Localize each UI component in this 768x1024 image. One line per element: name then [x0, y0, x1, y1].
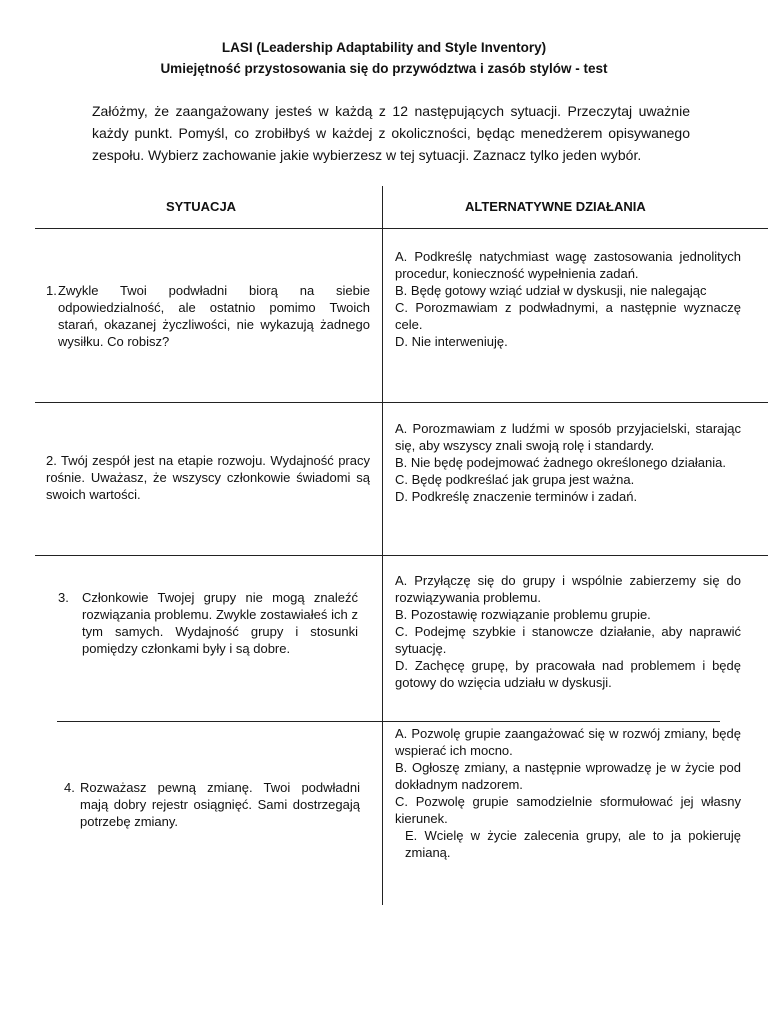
situation-number: 1. [46, 283, 57, 298]
situation-4 [64, 779, 360, 830]
option-d: D. Podkreślę znaczenie terminów i zadań. [395, 489, 638, 504]
situation-number: 2. [46, 453, 57, 468]
option-d: D. Zachęcę grupę, by pracowała nad problemem i będę gotowy do wzięcia udziału w dyskusji. [395, 658, 741, 690]
option-c: C. Porozmawiam z podwładnymi, a następnie wyznaczę cele. [395, 300, 741, 332]
situation-1 [46, 282, 370, 350]
options-3 [395, 572, 741, 691]
situation-text: Twój zespół jest na etapie rozwoju. Wydajność pracy rośnie. Uważasz, że wszyscy członkowie świadomi są swoich wartości. [46, 453, 370, 502]
option-b: B. Nie będę podejmować żadnego określonego działania. [395, 455, 726, 470]
option-c: C. Będę podkreślać jak grupa jest ważna. [395, 472, 635, 487]
option-a: A. Podkreślę natychmiast wagę zastosowania jednolitych procedur, konieczność wypełnienia zadań. [395, 249, 741, 281]
option-a: A. Pozwolę grupie zaangażować się w rozwój zmiany, będę wspierać ich mocno. [395, 726, 741, 758]
option-b: B. Pozostawię rozwiązanie problemu grupie. [395, 607, 651, 622]
row-divider [57, 721, 720, 722]
situation-text: Członkowie Twojej grupy nie mogą znaleźć rozwiązania problemu. Zwykle zostawiałeś ich z tym samych. Wydajność grupy i stosunki pomiędzy członkami były i są dobre. [82, 590, 358, 656]
column-header-situation: SYTUACJA [166, 199, 237, 214]
option-a: A. Porozmawiam z ludźmi w sposób przyjacielski, starając się, aby wszyscy znali swoją rolę i standardy. [395, 421, 741, 453]
row-divider [35, 228, 768, 229]
options-4 [395, 725, 741, 861]
situation-text: Zwykle Twoi podwładni biorą na siebie odpowiedzialność, ale ostatnio pomimo Twoich starań, okazanej życzliwości, nie wykazują żadnego wysiłku. Co robisz? [58, 283, 370, 349]
option-a: A. Przyłączę się do grupy i wspólnie zabierzemy się do rozwiązywania problemu. [395, 573, 741, 605]
option-c: C. Podejmę szybkie i stanowcze działanie, aby naprawić sytuację. [395, 624, 741, 656]
options-2 [395, 420, 741, 505]
document-title: LASI (Leadership Adaptability and Style Inventory) [221, 40, 547, 55]
row-divider [35, 555, 768, 556]
row-divider [35, 402, 768, 403]
column-divider [382, 186, 383, 905]
option-c: C. Pozwolę grupie samodzielnie sformułować jej własny kierunek. [395, 794, 741, 826]
situation-number: 3. [58, 590, 69, 605]
option-b: B. Ogłoszę zmiany, a następnie wprowadzę je w życie pod dokładnym nadzorem. [395, 760, 741, 792]
options-1 [395, 248, 741, 350]
situation-2 [46, 452, 370, 503]
option-e: E. Wcielę w życie zalecenia grupy, ale to ja pokieruję zmianą. [405, 828, 741, 860]
column-header-actions: ALTERNATYWNE DZIAŁANIA [465, 199, 646, 214]
situation-text: Rozważasz pewną zmianę. Twoi podwładni mają dobry rejestr osiągnięć. Sami dostrzegają potrzebę zmiany. [80, 780, 360, 829]
situation-number: 4. [64, 780, 75, 795]
situation-3 [58, 589, 358, 657]
option-b: B. Będę gotowy wziąć udział w dyskusji, nie nalegając [395, 283, 707, 298]
option-d: D. Nie interweniuję. [395, 334, 508, 349]
intro-paragraph: Załóżmy, że zaangażowany jesteś w każdą z 12 następujących sytuacji. Przeczytaj uważnie każdy punkt. Pomyśl, co zrobiłbyś w każdej z okoliczności, będąc menedżerem opisywanego zespołu. Wybierz zachowanie jakie wybierzesz w tej sytuacji. Zaznacz tylko jeden wybór. [92, 103, 690, 163]
document-subtitle: Umiejętność przystosowania się do przywództwa i zasób stylów - test [160, 61, 608, 76]
